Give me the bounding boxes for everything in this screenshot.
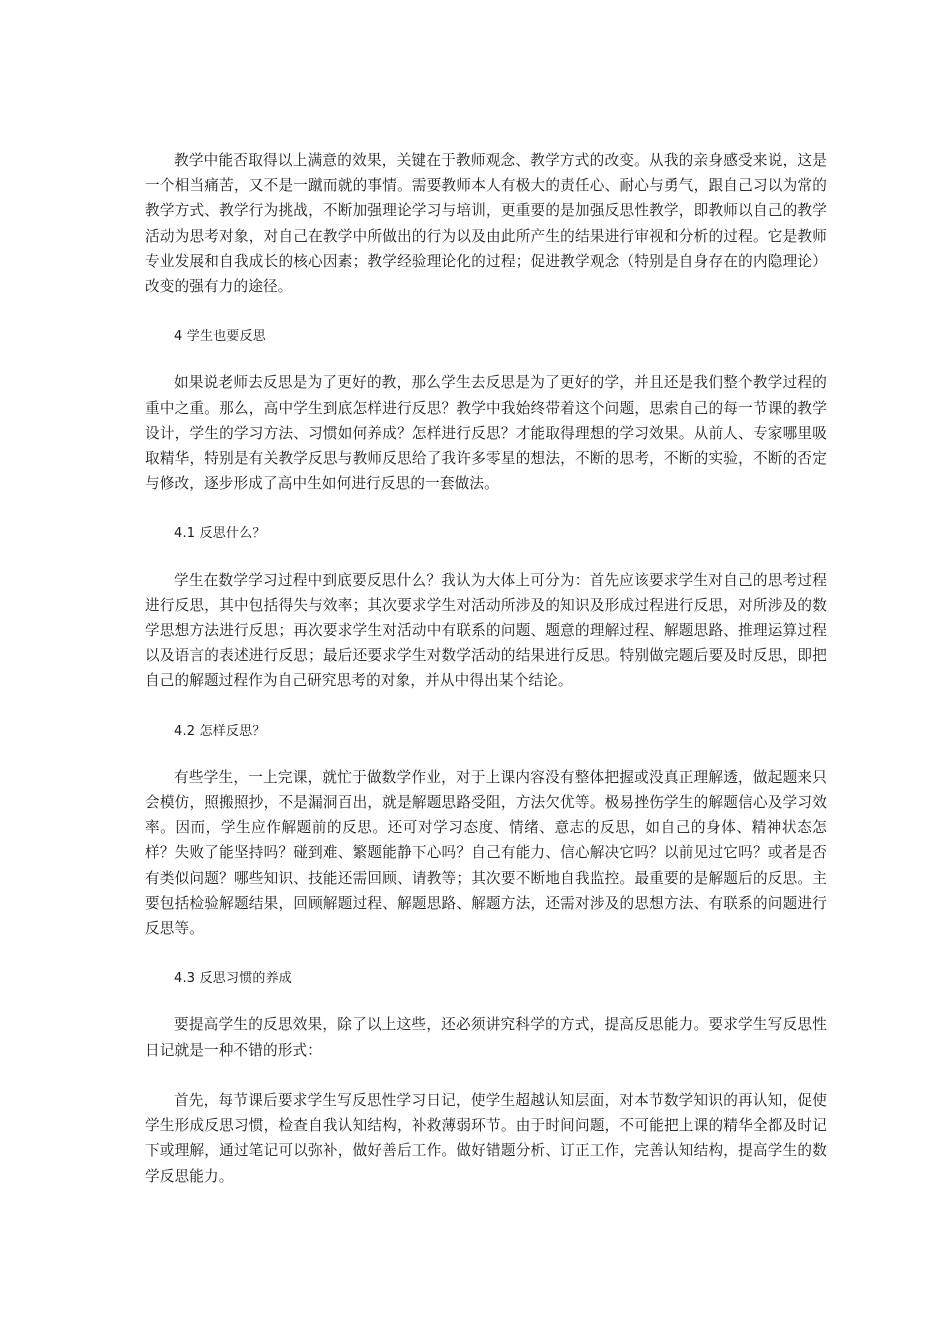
paragraph-reflective-diary: 首先，每节课后要求学生写反思性学习日记，使学生超越认知层面，对本节数学知识的再认知，促使学生形成反思习惯，检查自我认知结构，补救薄弱环节。由于时间问题，不可能把上课的精华全都及时记下或理解，通过笔记可以弥补，做好善后工作。做好错题分析、订正工作，完善认知结构，提高学生的数学反思能力。 bbox=[145, 1091, 827, 1185]
spacer bbox=[145, 299, 827, 324]
section-heading-4-3: 4.3 反思习惯的养成 bbox=[174, 971, 293, 987]
document-body bbox=[145, 148, 827, 1189]
spacer bbox=[145, 349, 827, 370]
paragraph-what-to-reflect: 学生在数学学习过程中到底要反思什么？我认为大体上可分为：首先应该要求学生对自己的思考过程进行反思，其中包括得失与效率；其次要求学生对活动所涉及的知识及形成过程进行反思，对所涉及的数学思想方法进行反思；再次要求学生对活动中有联系的问题、题意的理解过程、解题思路、推理运算过程以及语言的表述进行反思；最后还要求学生对数学活动的结果进行反思。特别做完题后要及时反思，即把自己的解题过程作为自己研究思考的对象，并从中得出某个结论。 bbox=[145, 571, 827, 690]
spacer bbox=[145, 547, 827, 568]
spacer bbox=[145, 1063, 827, 1088]
spacer bbox=[145, 694, 827, 719]
paragraph-teaching-reflection: 教学中能否取得以上满意的效果，关键在于教师观念、教学方式的改变。从我的亲身感受来说，这是一个相当痛苦，又不是一蹴而就的事情。需要教师本人有极大的责任心、耐心与勇气，跟自己习以为常的教学方式、教学行为挑战，不断加强理论学习与培训，更重要的是加强反思性教学，即教师以自己的教学活动为思考对象，对自己在教学中所做出的行为以及由此所产生的结果进行审视和分析的过程。它是教师专业发展和自我成长的核心因素；教学经验理论化的过程；促进教学观念（特别是自身存在的内隐理论）改变的强有力的途径。 bbox=[145, 152, 827, 296]
section-heading-4-2: 4.2 怎样反思？ bbox=[174, 723, 266, 739]
spacer bbox=[145, 941, 827, 966]
section-heading-4-1: 4.1 反思什么？ bbox=[174, 526, 266, 542]
spacer bbox=[145, 991, 827, 1012]
spacer bbox=[145, 496, 827, 521]
spacer bbox=[145, 744, 827, 765]
paragraph-habit-intro: 要提高学生的反思效果，除了以上这些，还必须讲究科学的方式，提高反思能力。要求学生写反思性日记就是一种不错的形式： bbox=[145, 1016, 827, 1059]
paragraph-student-reflection: 如果说老师去反思是为了更好的教，那么学生去反思是为了更好的学，并且还是我们整个教学过程的重中之重。那么，高中学生到底怎样进行反思？教学中我始终带着这个问题，思索自己的每一节课的教学设计，学生的学习方法、习惯如何养成？怎样进行反思？才能取得理想的学习效果。从前人、专家哪里吸取精华，特别是有关教学反思与教师反思给了我许多零星的想法，不断的思考，不断的实验，不断的否定与修改，逐步形成了高中生如何进行反思的一套做法。 bbox=[145, 374, 827, 493]
section-heading-4: 4 学生也要反思 bbox=[174, 329, 267, 345]
paragraph-how-to-reflect: 有些学生，一上完课，就忙于做数学作业，对于上课内容没有整体把握或没真正理解透，做起题来只会模仿，照搬照抄，不是漏洞百出，就是解题思路受阻，方法欠优等。极易挫伤学生的解题信心及学习效率。因而，学生应作解题前的反思。还可对学习态度、情绪、意志的反思，如自己的身体、精神状态怎样？失败了能坚持吗？碰到难、繁题能静下心吗？自己有能力、信心解决它吗？以前见过它吗？或者是否有类似问题？哪些知识、技能还需回顾、请教等；其次要不断地自我监控。最重要的是解题后的反思。主要包括检验解题结果，回顾解题过程、解题思路、解题方法，还需对涉及的思想方法、有联系的问题进行反思等。 bbox=[145, 768, 827, 938]
